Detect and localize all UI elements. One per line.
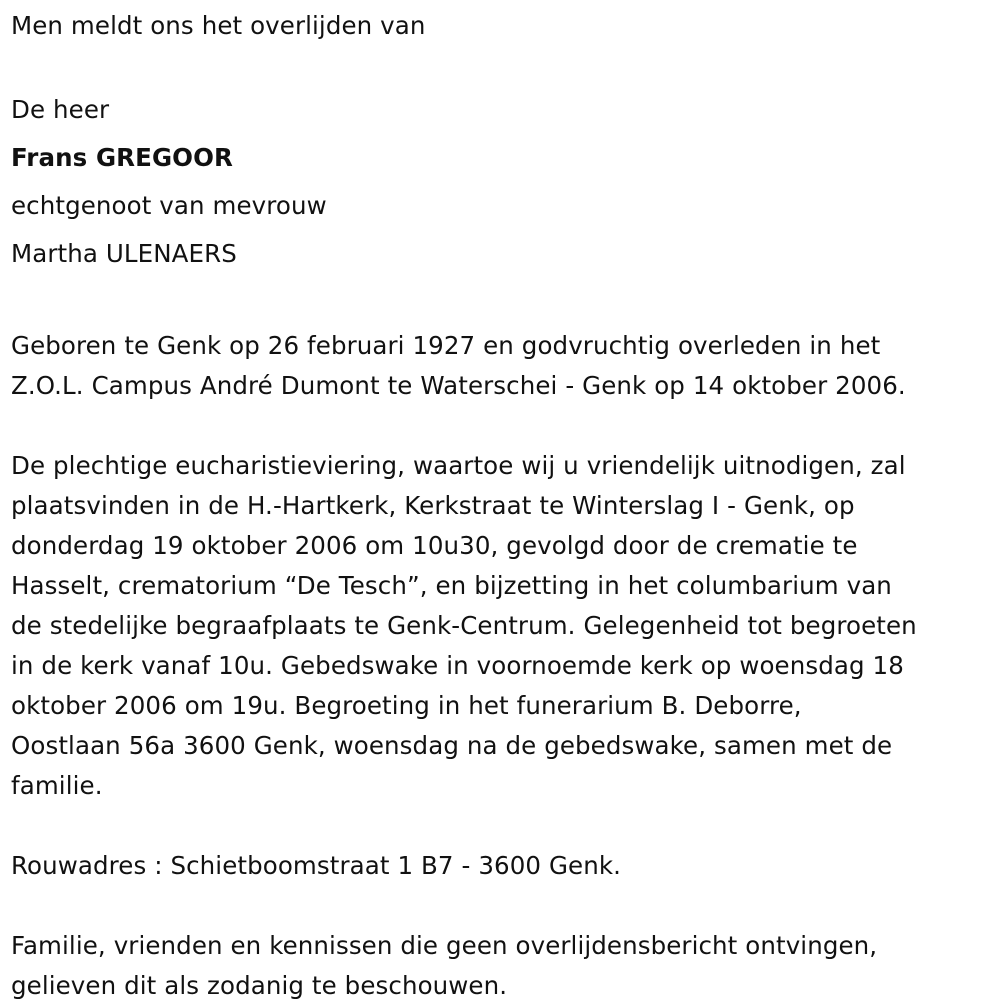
intro-text: Men meldt ons het overlijden van [11, 11, 426, 40]
paragraph-line: Hasselt, crematorium “De Tesch”, en bijzetting in het columbarium van [11, 571, 892, 600]
paragraph-line: familie. [11, 771, 103, 800]
spouse-label: echtgenoot van mevrouw [11, 191, 327, 220]
ceremony-paragraph [11, 446, 993, 806]
paragraph-line: Geboren te Genk op 26 februari 1927 en godvruchtig overleden in het [11, 331, 881, 360]
paragraph-line: De plechtige eucharistieviering, waartoe wij u vriendelijk uitnodigen, zal [11, 451, 906, 480]
address-paragraph [11, 846, 993, 886]
paragraph-line: Oostlaan 56a 3600 Genk, woensdag na de gebedswake, samen met de [11, 731, 893, 760]
paragraph-line: donderdag 19 oktober 2006 om 10u30, gevolgd door de crematie te [11, 531, 858, 560]
spouse-name: Martha ULENAERS [11, 239, 237, 268]
paragraph-line: de stedelijke begraafplaats te Genk-Centrum. Gelegenheid tot begroeten [11, 611, 917, 640]
mourning-address: Rouwadres : Schietboomstraat 1 B7 - 3600 Genk. [11, 851, 622, 880]
birth-death-paragraph [11, 326, 993, 406]
paragraph-line: in de kerk vanaf 10u. Gebedswake in voornoemde kerk op woensdag 18 [11, 651, 904, 680]
honorific-title: De heer [11, 95, 110, 124]
death-notice [11, 0, 993, 1006]
paragraph-line: Z.O.L. Campus André Dumont te Waterschei - Genk op 14 oktober 2006. [11, 371, 906, 400]
paragraph-line: oktober 2006 om 19u. Begroeting in het funerarium B. Deborre, [11, 691, 802, 720]
deceased-name: Frans GREGOOR [11, 143, 233, 172]
paragraph-line: Familie, vrienden en kennissen die geen overlijdensbericht ontvingen, [11, 931, 878, 960]
paragraph-line: gelieven dit als zodanig te beschouwen. [11, 971, 508, 1000]
paragraph-line: plaatsvinden in de H.-Hartkerk, Kerkstraat te Winterslag I - Genk, op [11, 491, 855, 520]
closing-paragraph [11, 926, 993, 1006]
